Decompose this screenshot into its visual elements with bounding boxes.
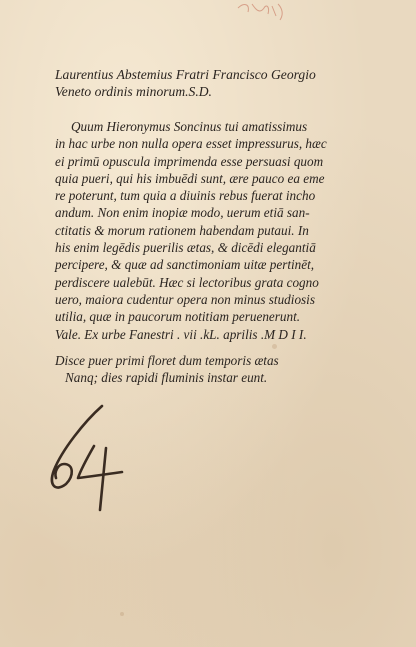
body-line: utilia, quæ in paucorum notitiam peruenerunt. <box>55 309 301 325</box>
verse-distich <box>55 352 375 387</box>
body-line: his enim legēdis puerilis ætas, & dicēdi elegantiā <box>55 240 316 256</box>
red-pencil-annotation <box>230 0 290 26</box>
foxing-spot <box>120 612 124 616</box>
body-line: in hac urbe non nulla opera esset impressurus, hæc <box>55 136 327 152</box>
body-line: andum. Non enim inopiæ modo, uerum etiā san- <box>55 205 310 221</box>
handwritten-folio-number <box>40 398 140 518</box>
body-line: re poterunt, tum quia a diuinis rebus fuerat incho <box>55 188 316 204</box>
body-line: uero, maiora cudentur opera non minus studiosis <box>55 291 315 307</box>
body-line: ei primū opuscula imprimenda esse persuasi quom <box>55 153 324 169</box>
heading-line: Laurentius Abstemius Fratri Francisco Georgio <box>55 67 316 82</box>
heading-line: Veneto ordinis minorum.S.D. <box>55 84 212 99</box>
body-line: quia pueri, qui his imbuēdi sunt, ære pauco ea eme <box>55 170 325 186</box>
verse-line: Disce puer primi floret dum temporis ætas <box>55 353 279 368</box>
body-line: ctitatis & morum rationem habendam putaui. In <box>55 222 309 238</box>
body-line: perdiscere ualebūt. Hæc si lectoribus grata cogno <box>55 274 319 290</box>
verse-line: Nanq; dies rapidi fluminis instar eunt. <box>65 370 268 386</box>
foxing-spot <box>272 344 277 349</box>
body-line: percipere, & quæ ad sanctimoniam uitæ pertinēt, <box>55 257 315 273</box>
body-line: Quum Hieronymus Soncinus tui amatissimus <box>71 119 308 134</box>
letter-body <box>55 118 375 343</box>
letter-heading <box>55 66 385 100</box>
body-line: Vale. Ex urbe Fanestri . vii .kL. aprilis .M D I I. <box>55 326 307 342</box>
